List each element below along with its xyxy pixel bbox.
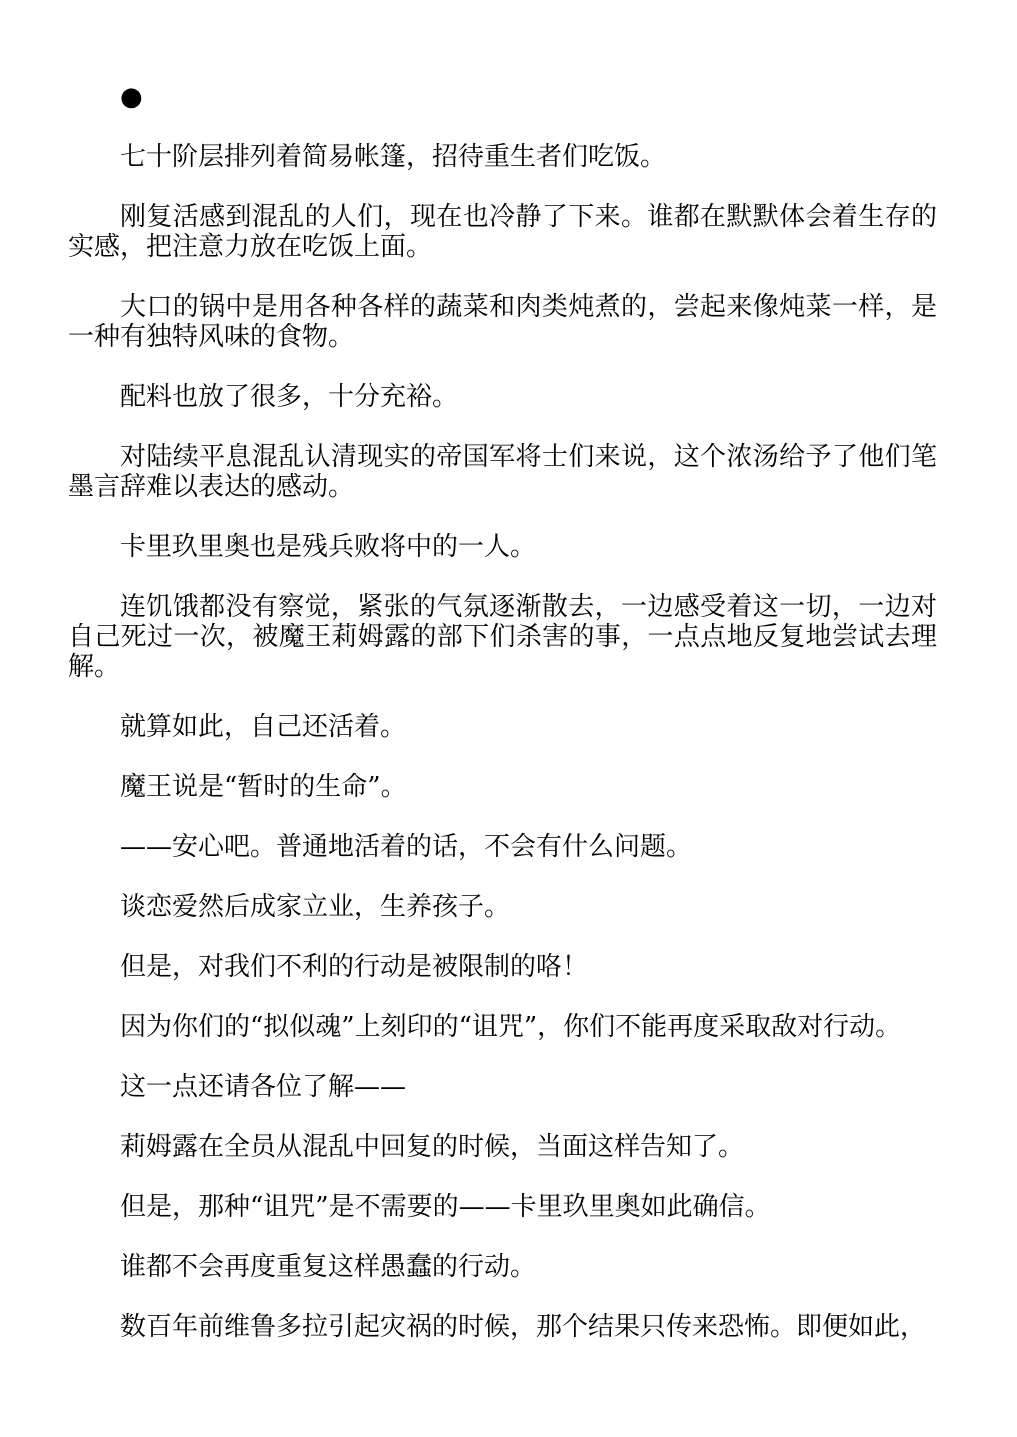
paragraph-11: 谈恋爱然后成家立业，生养孩子。 [120,892,511,922]
bullet-marker: ● [120,82,143,112]
paragraph-18: 数百年前维鲁多拉引起灾祸的时候，那个结果只传来恐怖。即便如此， [120,1312,927,1342]
paragraph-13: 因为你们的“拟似魂”上刻印的“诅咒”，你们不能再度采取敌对行动。 [120,1012,902,1042]
paragraph-9: 魔王说是“暂时的生命”。 [120,772,407,802]
paragraph-8: 就算如此，自己还活着。 [120,712,407,742]
paragraph-4: 配料也放了很多，十分充裕。 [120,382,459,412]
paragraph-10: ——安心吧。普通地活着的话，不会有什么问题。 [120,832,693,862]
paragraph-16: 但是，那种“诅咒”是不需要的——卡里玖里奥如此确信。 [120,1192,771,1222]
paragraph-5: 对陆续平息混乱认清现实的帝国军将士们来说，这个浓汤给予了他们笔墨言辞难以表达的感动。 [68,442,937,502]
paragraph-2: 刚复活感到混乱的人们，现在也冷静了下来。谁都在默默体会着生存的实感，把注意力放在吃饭上面。 [68,202,937,262]
paragraph-12: 但是，对我们不利的行动是被限制的咯！ [120,952,589,982]
paragraph-3: 大口的锅中是用各种各样的蔬菜和肉类炖煮的，尝起来像炖菜一样，是一种有独特风味的食物。 [68,292,937,352]
paragraph-17: 谁都不会再度重复这样愚蠢的行动。 [120,1252,537,1282]
paragraph-1: 七十阶层排列着简易帐篷，招待重生者们吃饭。 [120,142,667,172]
paragraph-7: 连饥饿都没有察觉，紧张的气氛逐渐散去，一边感受着这一切，一边对自己死过一次，被魔王莉姆露的部下们杀害的事，一点点地反复地尝试去理解。 [68,592,937,682]
paragraph-6: 卡里玖里奥也是残兵败将中的一人。 [120,532,537,562]
paragraph-15: 莉姆露在全员从混乱中回复的时候，当面这样告知了。 [120,1132,745,1162]
paragraph-14: 这一点还请各位了解—— [120,1072,407,1102]
